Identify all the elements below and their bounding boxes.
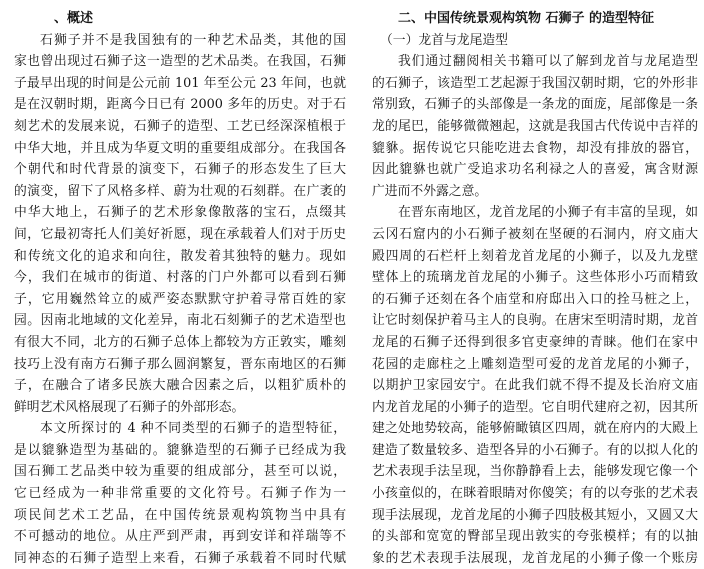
paragraph-line: 中华大地上，石狮子的艺术形象像散落的宝石，点缀其	[14, 205, 346, 221]
paragraph-line: 艺术表现手法呈现，当你静静看上去，能够发现它像一个	[372, 464, 698, 480]
paragraph-line: 子，在融合了诸多民族大融合因素之后，以粗犷质朴的	[14, 378, 346, 394]
paragraph-line: 技巧上没有南方石狮子那么圆润繁复，晋东南地区的石狮	[14, 356, 346, 372]
paragraph-line: 它已经成为一种非常重要的文化符号。石狮子作为一	[14, 486, 346, 502]
paragraph-line: 殿四周的石栏杆上刻着龙首龙尾的小狮子，以及九龙壁	[372, 248, 698, 264]
paragraph-line: 和传统文化的追求和向往，散发着其独特的魅力。现如	[14, 248, 346, 264]
paragraph-line: 是以貔貅造型为基础的。貔貅造型的石狮子已经成为我	[14, 442, 346, 458]
paragraph-line: 现手法展现，龙首龙尾的小狮子四肢极其短小，又圆又大	[372, 507, 698, 523]
paragraph-line: 以期护卫家园安宁。在此我们就不得不提及长治府文庙	[372, 378, 698, 394]
paragraph-line: 项民间艺术工艺品，在中国传统景观构筑物当中具有	[14, 507, 346, 523]
paragraph-line: 的头部和宽宽的臀部呈现出敦实的夸张模样；有的以抽	[372, 529, 698, 545]
paragraph-line: 壁体上的琉璃龙首龙尾的小狮子。这些体形小巧而精致	[372, 270, 698, 286]
paragraph-line: 龙的尾巴，能够微微翘起，这就是我国古代传说中吉祥的	[372, 118, 698, 134]
paragraph-line: 有很大不同，北方的石狮子总体上都较为方正敦实，雕刻	[14, 334, 346, 350]
paragraph-line: 个朝代和时代背景的演变下，石狮子的形态发生了巨大	[14, 162, 346, 178]
paragraph-line: 子，它用巍然耸立的威严姿态默默守护着寻常百姓的家	[14, 291, 346, 307]
paragraph-line: 貔貅。据传说它只能吃进去食物，却没有排放的器官，	[372, 140, 698, 156]
paragraph-line: 象的艺术表现手法展现，龙首龙尾的小狮子像一个账房	[372, 550, 698, 566]
paragraph-line: 本文所探讨的 4 种不同类型的石狮子的造型特征，	[40, 421, 346, 437]
paragraph-line: 花园的走廊柱之上雕刻造型可爱的龙首龙尾的小狮子，	[372, 356, 698, 372]
paragraph-line: 石狮子并不是我国独有的一种艺术品类，其他的国	[40, 32, 346, 48]
paragraph-line: 家也曾出现过石狮子这一造型的艺术品类。在我国，石狮	[14, 54, 346, 70]
section-title-overview: 、概述	[54, 11, 94, 26]
paragraph-line: 让它时刻保护着马主人的良驹。在唐宋至明清时期，龙首	[372, 313, 698, 329]
paragraph-line: 园。因南北地域的文化差异，南北石刻狮子的艺术造型也	[14, 313, 346, 329]
paragraph-line: 建造了数量较多、造型各异的小石狮子。有的以拟人化的	[372, 442, 698, 458]
paragraph-line: 刻艺术的发展来说，石狮子的造型、工艺已经深深植根于	[14, 118, 346, 134]
paragraph-line: 国石狮工艺品类中较为重要的组成部分，甚至可以说，	[14, 464, 346, 480]
paragraph-line: 子最早出现的时间是公元前 101 年至公元 23 年间，也就	[14, 75, 346, 91]
paragraph-line: 的石狮子还刻在各个庙堂和府邸出入口的拴马桩之上，	[372, 291, 698, 307]
paragraph-line: 同神态的石狮子造型上来看，石狮子承载着不同时代赋	[14, 550, 346, 566]
subsection-title-dragon-head-tail: （一）龙首与龙尾造型	[380, 32, 508, 48]
paragraph-line: 不可撼动的地位。从庄严到严肃，再到安详和祥瑞等不	[14, 529, 346, 545]
paragraph-line: 常别致，石狮子的头部像是一条龙的面庞，尾部像是一条	[372, 97, 698, 113]
paragraph-line: 的演变，留下了风格多样、蔚为壮观的石刻群。在广袤的	[14, 183, 346, 199]
paragraph-line: 是在汉朝时期，距离今日已有 2000 多年的历史。对于石	[14, 97, 346, 113]
paragraph-line: 间，它最初寄托人们美好祈愿，现在承载着人们对于历史	[14, 226, 346, 242]
paragraph-line: 的石狮子，该造型工艺起源于我国汉朝时期，它的外形非	[372, 75, 698, 91]
paragraph-line: 建之处地势较高，能够俯瞰镇区四周，就在府内的大殿上	[372, 421, 698, 437]
paragraph-line: 中华大地，并且成为华夏文明的重要组成部分。在我国各	[14, 140, 346, 156]
paragraph-line: 我们通过翻阅相关书籍可以了解到龙首与龙尾造型	[398, 54, 698, 70]
paragraph-line: 龙尾的石狮子还得到很多官吏豪绅的青睐。他们在家中	[372, 334, 698, 350]
paragraph-line: 在晋东南地区，龙首龙尾的小狮子有丰富的呈现，如	[398, 205, 698, 221]
paragraph-line: 广进而不外露之意。	[372, 183, 488, 199]
paragraph-line: 内龙首龙尾的小狮子的造型。它自明代建府之初，因其所	[372, 399, 698, 415]
right-column	[372, 8, 698, 569]
paragraph-line: 今，我们在城市的街道、村落的门户外都可以看到石狮	[14, 270, 346, 286]
left-column	[14, 8, 346, 569]
paragraph-line: 小孩童似的，在眯着眼睛对你傻笑；有的以夸张的艺术表	[372, 486, 698, 502]
paragraph-line: 因此貔貅也就广受追求功名利禄之人的喜爱，寓含财源	[372, 162, 698, 178]
section-title-shape-features: 二、中国传统景观构筑物 石狮子 的造型特征	[398, 11, 655, 26]
paragraph-line: 鲜明艺术风格展现了石狮子的外部形态。	[14, 399, 245, 415]
paragraph-line: 云冈石窟内的小石狮子被刻在坚硬的石洞内，府文庙大	[372, 226, 698, 242]
